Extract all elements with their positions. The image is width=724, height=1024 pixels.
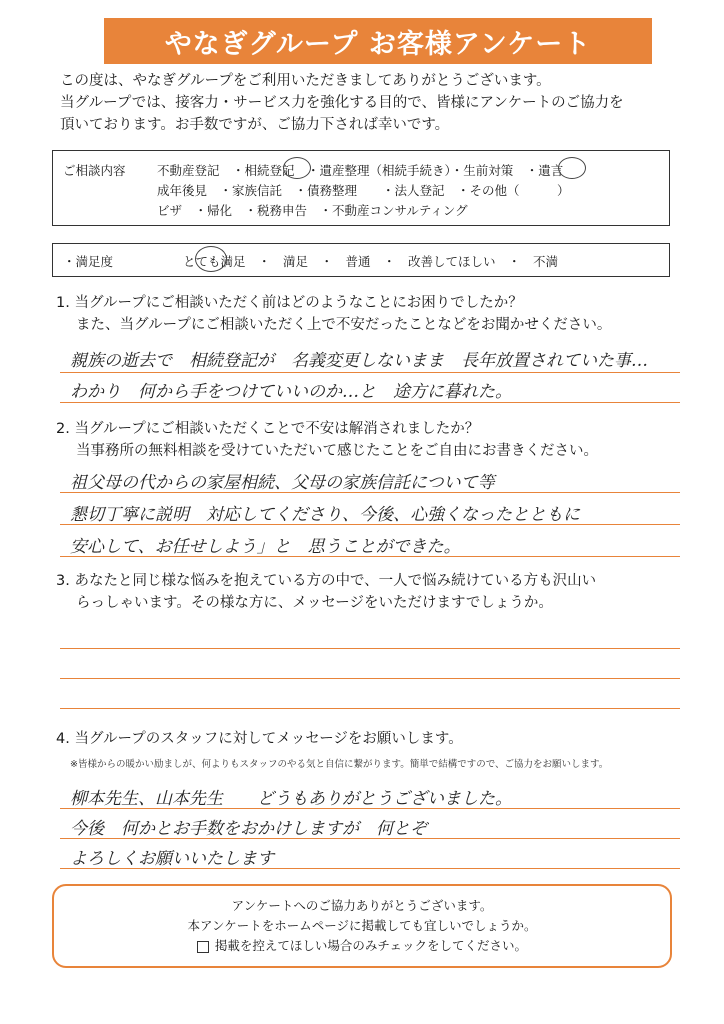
answer-2-line-2: 懇切丁寧に説明 対応してくださり、今後、心強くなったとともに	[70, 505, 580, 525]
question-3-line-2: らっしゃいます。その様な方に、メッセージをいただけますでしょうか。	[76, 595, 553, 611]
question-4-note: ※皆様からの暖かい励ましが、何よりもスタッフのやる気と自信に繋がります。簡単で結構ですので、ご協力をお願いします。	[70, 759, 609, 770]
answer-1-line-2: わかり 何から手をつけていいのか…と 途方に暮れた。	[70, 382, 512, 402]
intro-line-2: 当グループでは、接客力・サービス力を強化する目的で、皆様にアンケートのご協力を	[60, 95, 624, 111]
survey-title: やなぎグループ お客様アンケート	[164, 28, 592, 60]
question-4	[56, 728, 463, 750]
footer-line-2: 本アンケートをホームページに掲載しても宜しいでしょうか。	[187, 918, 537, 933]
consultation-options-row-2: 成年後見 ・家族信託 ・債務整理 ・法人登記 ・その他（ ）	[157, 183, 570, 198]
footer-box	[52, 884, 672, 968]
intro-line-3: 頂いております。お手数ですが、ご協力下されば幸いです。	[60, 117, 450, 133]
question-3	[56, 570, 596, 614]
answer-1-line-1: 親族の逝去で 相続登記が 名義変更しないまま 長年放置されていた事…	[70, 351, 648, 371]
answer-4-line-1: 柳本先生、山本先生 どうもありがとうございました。	[70, 789, 512, 809]
answer-2-line-1: 祖父母の代からの家屋相続、父母の家族信託について等	[70, 473, 495, 493]
satisfaction-box	[52, 243, 670, 277]
survey-title-banner	[104, 18, 652, 64]
question-2-line-1: 2. 当グループにご相談いただくことで不安は解消されましたか？	[56, 421, 480, 437]
question-4-line-1: 4. 当グループのスタッフに対してメッセージをお願いします。	[56, 731, 463, 747]
satisfaction-label: ・満足度	[63, 254, 114, 269]
question-3-line-1: 3. あなたと同じ様な悩みを抱えている方の中で、一人で悩み続けている方も沢山い	[56, 573, 597, 589]
selected-circle-mark	[558, 157, 586, 179]
question-2-line-2: 当事務所の無料相談を受けていただいて感じたことをご自由にお書きください。	[76, 443, 598, 459]
consultation-box	[52, 150, 670, 226]
answer-2-line-3: 安心して、お任せしよう」と 思うことができた。	[70, 537, 461, 557]
footer-line-3: 掲載を控えてほしい場合のみチェックをしてください。	[214, 938, 528, 953]
selected-circle-mark	[283, 157, 311, 179]
answer-4-line-2: 今後 何かとお手数をおかけしますが 何とぞ	[70, 819, 427, 839]
question-1	[56, 292, 611, 336]
footer-line-1: アンケートへのご協力ありがとうございます。	[231, 898, 493, 913]
satisfaction-options: とても満足 ・ 満足 ・ 普通 ・ 改善してほしい ・ 不満	[183, 254, 559, 269]
intro-line-1: この度は、やなぎグループをご利用いただきましてありがとうございます。	[60, 73, 551, 89]
selected-circle-mark	[195, 246, 227, 272]
publish-opt-out-checkbox[interactable]	[197, 941, 209, 953]
answer-4-line-3: よろしくお願いいたします	[70, 849, 274, 869]
consultation-label: ご相談内容	[63, 163, 126, 178]
consultation-options-row-1: 不動産登記 ・相続登記 ・遺産整理（相続手続き）・生前対策 ・遺言	[157, 163, 564, 178]
intro-text	[60, 70, 680, 136]
question-1-line-2: また、当グループにご相談いただく上で不安だったことなどをお聞かせください。	[76, 317, 612, 333]
consultation-options-row-3: ビザ ・帰化 ・税務申告 ・不動産コンサルティング	[157, 203, 468, 218]
footer-line-3-row	[54, 936, 670, 956]
question-2	[56, 418, 598, 462]
question-1-line-1: 1. 当グループにご相談いただく前はどのようなことにお困りでしたか？	[56, 295, 523, 311]
